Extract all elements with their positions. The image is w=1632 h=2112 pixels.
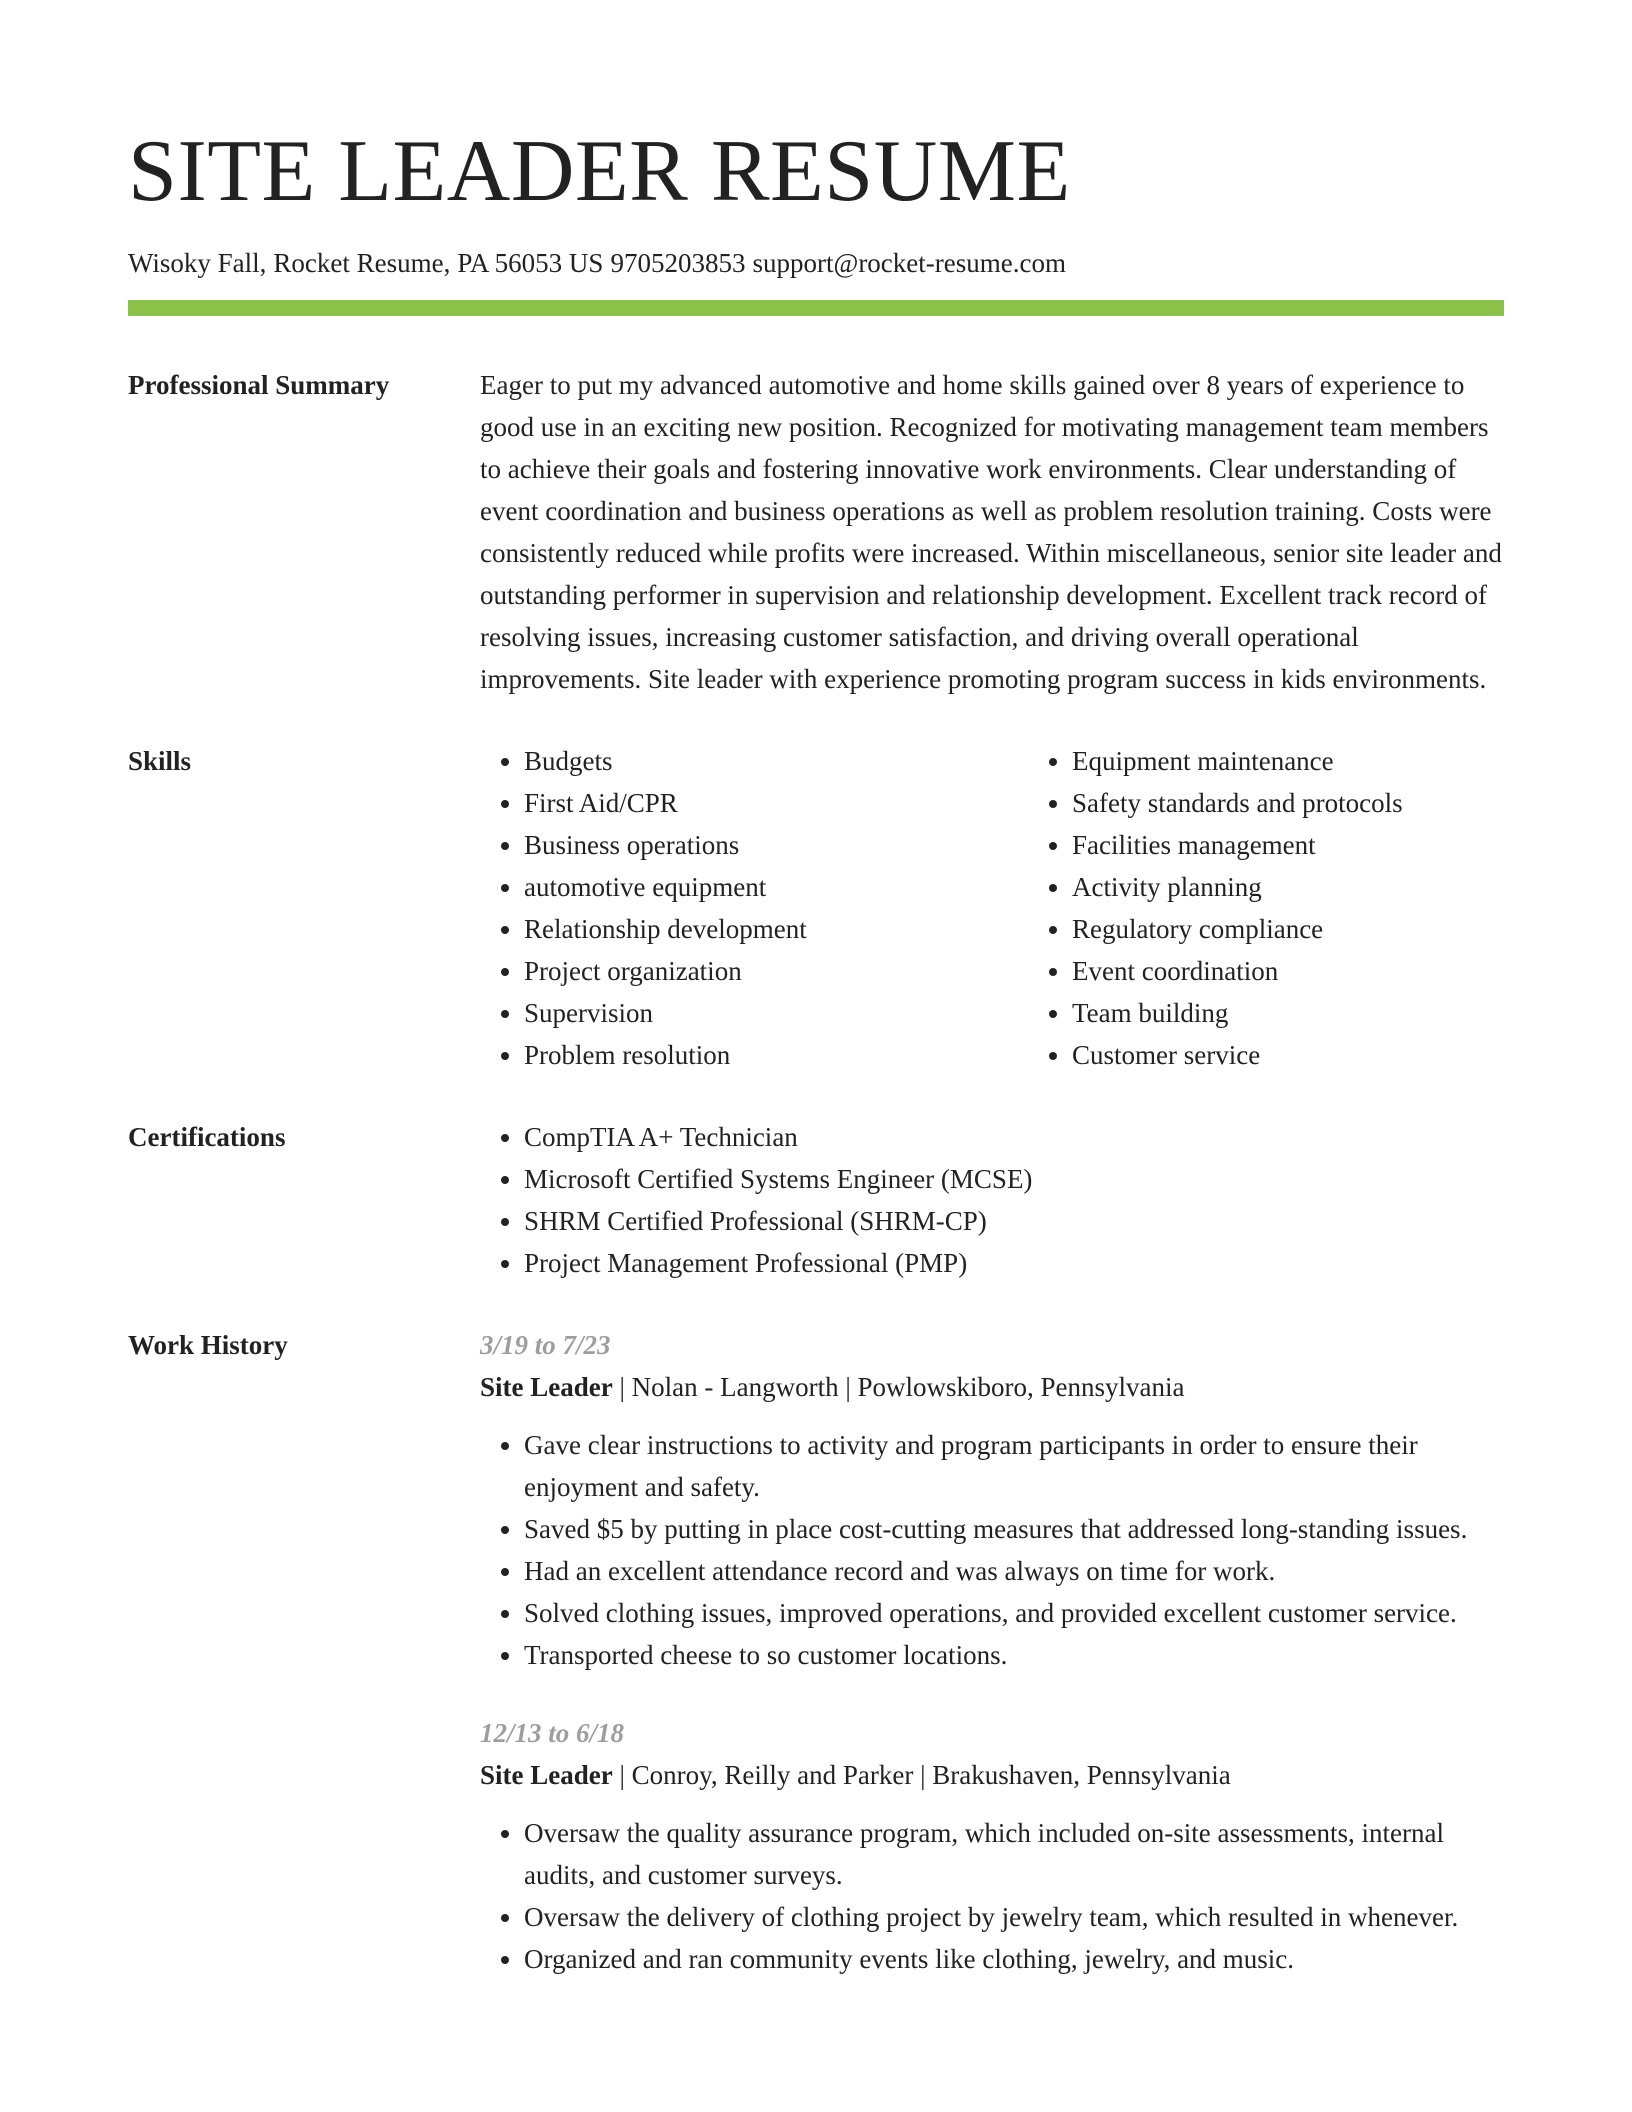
header-divider xyxy=(128,300,1504,316)
certifications-section xyxy=(128,1116,1504,1284)
job-bullets xyxy=(480,1812,1504,1980)
contact-phone: 9705203853 xyxy=(610,248,746,278)
certifications-label: Certifications xyxy=(128,1122,286,1152)
job-details: | Nolan - Langworth | Powlowskiboro, Pennsylvania xyxy=(612,1372,1185,1402)
skill-item: • Budgets xyxy=(524,740,1028,782)
job-details: | Conroy, Reilly and Parker | Brakushaven, Pennsylvania xyxy=(612,1760,1231,1790)
job-bullet: • Organized and ran community events like clothing, jewelry, and music. xyxy=(524,1938,1504,1980)
summary-section xyxy=(128,364,1504,700)
job-heading xyxy=(480,1754,1504,1796)
job-bullet: • Solved clothing issues, improved operations, and provided excellent customer service. xyxy=(524,1592,1504,1634)
summary-text: Eager to put my advanced automotive and home skills gained over 8 years of experience to good use in an exciting new position. Recognized for motivating management team members to achieve their goals and fostering innovative work environments. Clear understanding of event coordination and business operations as well as problem resolution training. Costs were consistently reduced while profits were increased. Within miscellaneous, senior site leader and outstanding performer in supervision and relationship development. Excellent track record of resolving issues, increasing customer satisfaction, and driving overall operational improvements. Site leader with experience promoting program success in kids environments. xyxy=(480,370,1502,694)
contact-line xyxy=(128,246,1504,280)
skill-item: • Project organization xyxy=(524,950,1028,992)
job-bullet: • Transported cheese to so customer locations. xyxy=(524,1634,1504,1676)
skill-item: • automotive equipment xyxy=(524,866,1028,908)
skill-item: • Activity planning xyxy=(1072,866,1504,908)
skill-item: • Team building xyxy=(1072,992,1504,1034)
job-entry xyxy=(480,1712,1504,1980)
job-bullet: • Oversaw the quality assurance program, which included on-site assessments, internal audits, and customer surveys. xyxy=(524,1812,1504,1896)
job-bullets xyxy=(480,1424,1504,1676)
contact-location: PA 56053 US xyxy=(457,248,604,278)
job-dates: 12/13 to 6/18 xyxy=(480,1718,625,1748)
skill-item: • Facilities management xyxy=(1072,824,1504,866)
certification-item: • SHRM Certified Professional (SHRM-CP) xyxy=(524,1200,1504,1242)
certifications-list xyxy=(480,1116,1504,1284)
certification-item: • CompTIA A+ Technician xyxy=(524,1116,1504,1158)
job-heading xyxy=(480,1366,1504,1408)
skills-section xyxy=(128,740,1504,1076)
contact-name: Wisoky Fall, xyxy=(128,248,267,278)
job-bullet: • Had an excellent attendance record and was always on time for work. xyxy=(524,1550,1504,1592)
contact-company: Rocket Resume, xyxy=(273,248,451,278)
skills-list-left xyxy=(480,740,1028,1076)
skill-item: • Event coordination xyxy=(1072,950,1504,992)
job-title: Site Leader xyxy=(480,1372,613,1402)
skill-item: • Customer service xyxy=(1072,1034,1504,1076)
skill-item: • Supervision xyxy=(524,992,1028,1034)
skills-list-right xyxy=(1028,740,1504,1076)
job-bullet: • Saved $5 by putting in place cost-cutting measures that addressed long-standing issues. xyxy=(524,1508,1504,1550)
job-title: Site Leader xyxy=(480,1760,613,1790)
contact-email: support@rocket-resume.com xyxy=(752,248,1066,278)
resume-title: SITE LEADER RESUME xyxy=(128,123,1071,220)
skill-item: • Equipment maintenance xyxy=(1072,740,1504,782)
job-bullet: • Gave clear instructions to activity and program participants in order to ensure their enjoyment and safety. xyxy=(524,1424,1504,1508)
skill-item: • Problem resolution xyxy=(524,1034,1028,1076)
skill-item: • Relationship development xyxy=(524,908,1028,950)
skill-item: • Safety standards and protocols xyxy=(1072,782,1504,824)
work-history-section xyxy=(128,1324,1504,1980)
skill-item: • Regulatory compliance xyxy=(1072,908,1504,950)
work-history-label: Work History xyxy=(128,1330,288,1360)
skill-item: • Business operations xyxy=(524,824,1028,866)
certification-item: • Microsoft Certified Systems Engineer (MCSE) xyxy=(524,1158,1504,1200)
job-dates: 3/19 to 7/23 xyxy=(480,1330,611,1360)
resume-page xyxy=(128,124,1504,1980)
summary-label: Professional Summary xyxy=(128,370,390,400)
skill-item: • First Aid/CPR xyxy=(524,782,1028,824)
skills-label: Skills xyxy=(128,746,192,776)
certification-item: • Project Management Professional (PMP) xyxy=(524,1242,1504,1284)
job-bullet: • Oversaw the delivery of clothing project by jewelry team, which resulted in whenever. xyxy=(524,1896,1504,1938)
job-entry xyxy=(480,1324,1504,1676)
